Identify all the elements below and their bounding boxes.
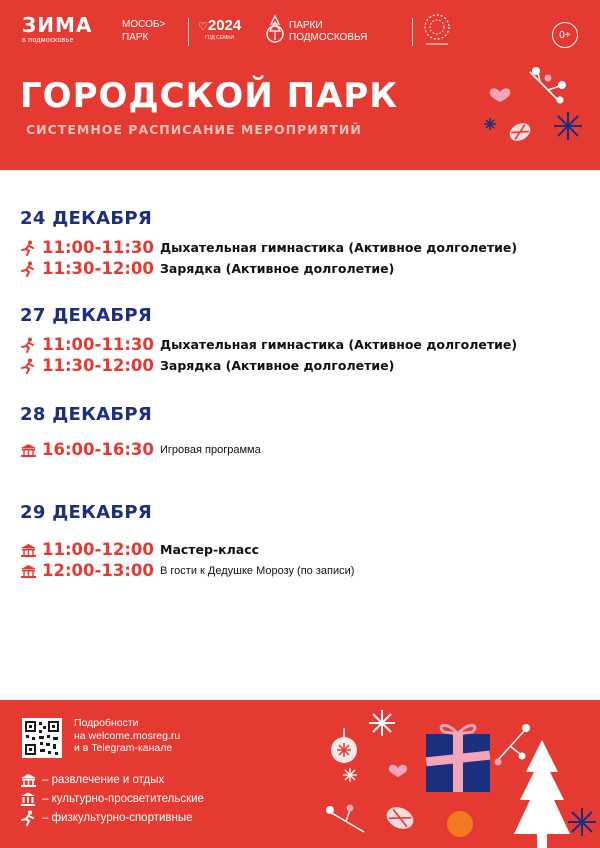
- legend-label: – культурно-просветительские: [42, 792, 204, 805]
- carousel-icon: [20, 562, 38, 580]
- event-time: 16:00-16:30: [42, 440, 154, 459]
- event-name: Дыхательная гимнастика (Активное долголетие): [160, 337, 518, 352]
- event-time: 12:00-13:00: [42, 561, 154, 580]
- berry-branch-icon: [330, 810, 364, 832]
- event-row: [20, 258, 517, 279]
- website-link[interactable]: на welcome.mosreg.ru: [74, 729, 181, 742]
- heart-icon: [389, 765, 407, 777]
- event-row: [20, 539, 354, 560]
- event-name: В гости к Дедушке Морозу (по записи): [160, 564, 355, 577]
- berry-icon: [545, 75, 552, 82]
- event-row: [20, 439, 261, 460]
- day-date: 24 ДЕКАБРЯ: [20, 208, 153, 229]
- runner-icon: [20, 336, 38, 354]
- event-time: 11:30-12:00: [42, 259, 154, 278]
- event-name: Игровая программа: [160, 443, 261, 456]
- event-name: Мастер-класс: [160, 542, 260, 557]
- legend-item: [20, 808, 204, 827]
- schedule: [0, 170, 600, 700]
- small-snowflake-icon: [343, 768, 357, 782]
- event-name: Зарядка (Активное долголетие): [160, 358, 395, 373]
- schedule-day: [20, 404, 261, 460]
- legend-item: [20, 770, 204, 789]
- event-row: [20, 237, 517, 258]
- event-row: [20, 355, 517, 376]
- snowflake-icon: [369, 710, 395, 736]
- carousel-icon: [20, 441, 38, 459]
- winter-decoration-bottom: [320, 700, 600, 848]
- event-name: Дыхательная гимнастика (Активное долголетие): [160, 240, 518, 255]
- runner-icon: [20, 357, 38, 375]
- mosobpark-logo: МОСОБ> ПАРК: [122, 19, 166, 43]
- circle-emblem-logo: [420, 12, 454, 53]
- berry-icon: [558, 81, 566, 89]
- event-time: 11:00-12:00: [42, 540, 154, 559]
- logo-divider: [412, 18, 413, 46]
- tree-emblem-icon: [265, 12, 285, 50]
- legend-label: – развлечение и отдых: [42, 773, 165, 786]
- event-row: [20, 334, 517, 355]
- zima-logo: ЗИМА в подмосковье: [22, 13, 93, 44]
- page-title: ГОРОДСКОЙ ПАРК: [20, 76, 399, 116]
- event-name: Зарядка (Активное долголетие): [160, 261, 395, 276]
- mitten-icon: [383, 803, 417, 833]
- partner-logos: [22, 12, 578, 52]
- berry-icon: [532, 67, 540, 75]
- day-date: 28 ДЕКАБРЯ: [20, 404, 153, 425]
- snowflake-icon: [554, 112, 582, 140]
- event-time: 11:30-12:00: [42, 356, 154, 375]
- day-date: 27 ДЕКАБРЯ: [20, 305, 153, 326]
- carousel-icon: [20, 541, 38, 559]
- carousel-icon: [20, 771, 38, 789]
- footer-banner: [0, 700, 600, 848]
- page-subtitle: СИСТЕМНОЕ РАСПИСАНИЕ МЕРОПРИЯТИЙ: [26, 122, 362, 137]
- schedule-day: [20, 208, 517, 279]
- berry-icon: [557, 97, 564, 104]
- museum-icon: [20, 790, 38, 808]
- event-time: 11:00-11:30: [42, 238, 154, 257]
- header-banner: [0, 0, 600, 170]
- mitten-icon: [506, 120, 533, 145]
- runner-icon: [20, 239, 38, 257]
- event-row: [20, 560, 354, 581]
- year-of-family-logo: ♡2024 ГОД СЕМЬИ: [198, 17, 242, 41]
- ornament-ball-icon: [331, 728, 357, 763]
- schedule-day: [20, 305, 517, 376]
- snowflake-icon: [568, 808, 596, 836]
- berry-icon: [519, 753, 526, 760]
- runner-icon: [20, 809, 38, 827]
- age-rating-badge: 0+: [552, 22, 578, 48]
- runner-icon: [20, 260, 38, 278]
- day-date: 29 ДЕКАБРЯ: [20, 502, 153, 523]
- dotted-circle-icon: [420, 12, 454, 48]
- winter-decoration-top: [480, 62, 590, 152]
- event-time: 11:00-11:30: [42, 335, 154, 354]
- parks-of-podmoskovye-logo: ПАРКИ ПОДМОСКОВЬЯ: [265, 12, 285, 55]
- orange-icon: [447, 811, 473, 837]
- qr-code[interactable]: [22, 718, 62, 758]
- legend-label: – физкультурно-спортивные: [42, 811, 193, 824]
- berry-icon: [347, 805, 354, 812]
- small-snowflake-icon: [484, 118, 496, 130]
- schedule-day: [20, 502, 354, 581]
- logo-divider: [188, 18, 189, 46]
- berry-icon: [495, 759, 502, 766]
- gift-box-icon: [426, 725, 491, 792]
- legend-item: [20, 789, 204, 808]
- more-info-text: Подробности на welcome.mosreg.ru и в Telegram-канале: [74, 717, 181, 754]
- category-legend: [20, 770, 204, 827]
- heart-icon: [490, 88, 511, 102]
- berry-icon: [326, 806, 334, 814]
- heart-icon: ♡: [198, 21, 208, 33]
- berry-icon: [522, 724, 530, 732]
